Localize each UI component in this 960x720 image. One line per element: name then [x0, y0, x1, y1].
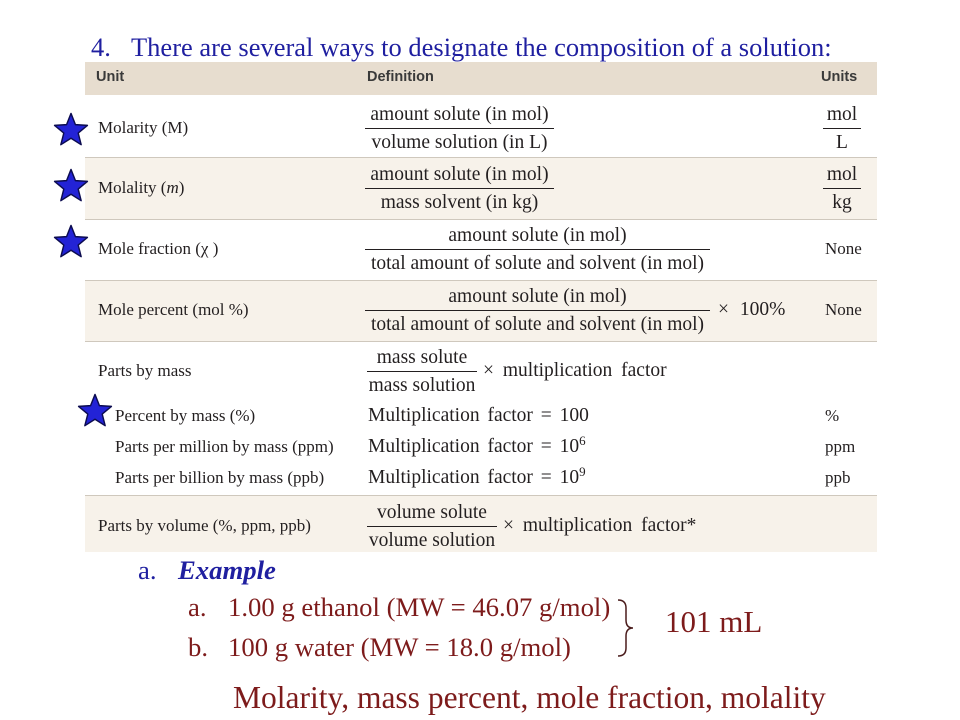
fraction-denominator: volume solution (in L): [365, 128, 554, 157]
table-row-parts-by-volume: [85, 495, 877, 552]
subrow-definition: Multiplication factor = 100: [368, 405, 589, 426]
column-header-unit: Unit: [96, 69, 125, 85]
star-icon: [53, 224, 89, 260]
composition-table: [85, 62, 877, 552]
unit-label-text: Molality (: [98, 178, 167, 197]
definition-fraction: [365, 161, 554, 217]
definition-fraction: [365, 101, 554, 157]
unit-symbol: m: [166, 178, 179, 197]
list-item-text: 1.00 g ethanol (MW = 46.07 g/mol): [228, 592, 611, 622]
subrow-unit-label: Percent by mass (%): [115, 406, 256, 425]
table-row-parts-by-mass: [85, 341, 877, 495]
example-marker: a.: [138, 555, 157, 585]
units-numerator: mol: [826, 104, 858, 125]
definition-factor: × multiplication factor*: [503, 515, 697, 536]
unit-label: [98, 237, 218, 261]
column-header-units: Units: [821, 69, 858, 85]
right-brace-icon: [614, 598, 636, 658]
unit-label-close: ): [208, 239, 219, 258]
subrow-definition: [368, 433, 586, 461]
definition-fraction: [367, 344, 477, 400]
subrow-units: ppm: [825, 437, 856, 456]
list-item: [0, 630, 700, 664]
unit-label: Parts by volume (%, ppm, ppb): [98, 516, 311, 535]
table-row-mole-percent: [85, 280, 877, 341]
subrow-units: %: [825, 406, 840, 425]
list-item: [0, 590, 700, 624]
list-item-text: 100 g water (MW = 18.0 g/mol): [228, 632, 571, 662]
fraction-denominator: mass solution: [367, 371, 477, 400]
definition-fraction: [365, 222, 710, 278]
units-value: None: [825, 239, 862, 258]
total-volume: 101 mL: [665, 604, 763, 639]
fraction-numerator: amount solute (in mol): [370, 164, 549, 185]
table-header-row: [85, 62, 877, 95]
star-icon: [77, 393, 113, 429]
exponent: 6: [579, 432, 586, 448]
units-fraction: [823, 161, 861, 217]
column-header-definition: Definition: [367, 69, 434, 85]
example-label: Example: [178, 555, 276, 585]
unit-label: Molarity (M): [98, 118, 189, 137]
fraction-numerator: amount solute (in mol): [448, 225, 627, 246]
fraction-denominator: total amount of solute and solvent (in mol): [365, 310, 710, 339]
example-heading: [0, 553, 700, 587]
fraction-numerator: amount solute (in mol): [370, 104, 549, 125]
unit-label: [98, 176, 184, 200]
unit-label: Parts by mass: [98, 361, 192, 380]
subrow-unit-label: Parts per million by mass (ppm): [115, 437, 334, 456]
units-value: None: [825, 300, 862, 319]
heading-text: There are several ways to designate the composition of a solution:: [131, 32, 832, 62]
unit-label: Mole percent (mol %): [98, 300, 249, 319]
fraction-denominator: mass solvent (in kg): [365, 188, 554, 217]
units-denominator: kg: [823, 188, 861, 217]
definition-fraction: [367, 499, 497, 555]
unit-label-close: ): [178, 178, 185, 197]
subrow-units: ppb: [825, 468, 851, 487]
table-row-mole-fraction: [85, 219, 877, 280]
table-row-molarity: [85, 95, 877, 157]
definition-factor: × multiplication factor: [483, 360, 667, 381]
fraction-numerator: mass solute: [376, 347, 468, 368]
subrow-definition: [368, 464, 586, 492]
slide-heading: [0, 30, 900, 64]
table-row-molality: [85, 157, 877, 219]
subrow-unit-label: Parts per billion by mass (ppb): [115, 468, 325, 487]
subrow-definition-text: Multiplication factor = 10: [368, 467, 580, 488]
fraction-numerator: amount solute (in mol): [448, 286, 627, 307]
definition-fraction: [365, 283, 710, 339]
fraction-numerator: volume solute: [377, 502, 487, 523]
units-fraction: [823, 101, 861, 157]
definition-factor: × 100%: [718, 299, 786, 320]
fraction-denominator: volume solution: [367, 526, 497, 555]
star-icon: [53, 112, 89, 148]
footer-task-list: Molarity, mass percent, mole fraction, molality: [233, 680, 826, 715]
list-item-marker: a.: [188, 592, 207, 622]
subrow-definition-text: Multiplication factor = 10: [368, 436, 580, 457]
list-item-marker: b.: [188, 632, 209, 662]
units-numerator: mol: [826, 164, 858, 185]
unit-label-text: Mole fraction (: [98, 239, 201, 258]
star-icon: [53, 168, 89, 204]
fraction-denominator: total amount of solute and solvent (in mol): [365, 249, 710, 278]
units-denominator: L: [823, 128, 861, 157]
exponent: 9: [579, 463, 586, 479]
heading-number: 4.: [91, 32, 111, 62]
unit-symbol: χ: [200, 239, 209, 258]
